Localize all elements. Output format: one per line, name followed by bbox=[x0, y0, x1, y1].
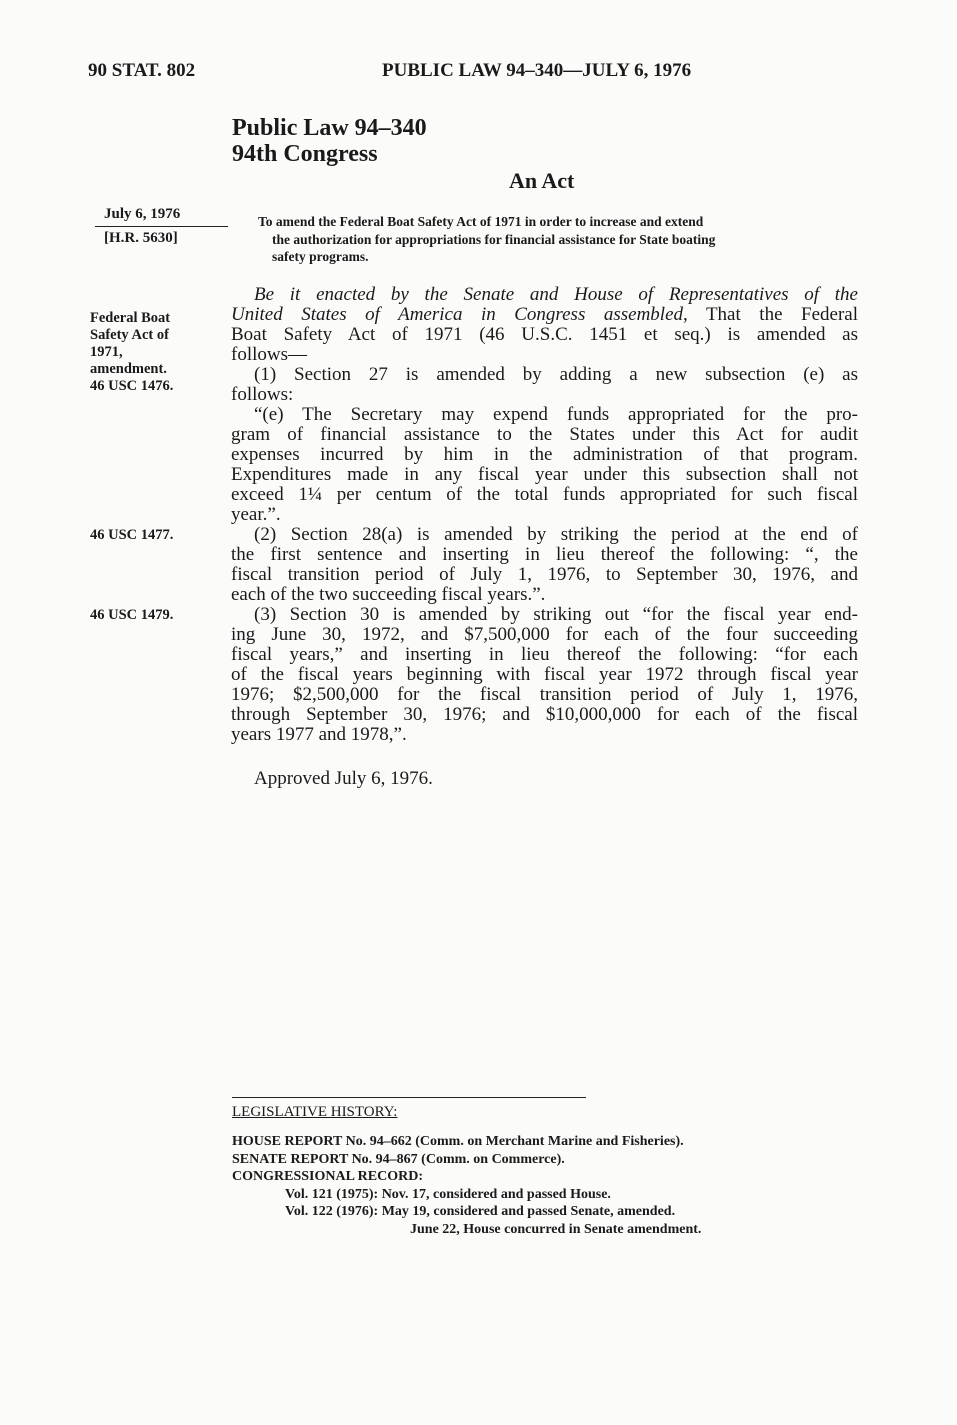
body-line bbox=[254, 605, 858, 625]
margin-note-line: 46 USC 1476. bbox=[90, 378, 174, 394]
body-text: exceed 1¼ per centum of the total funds appropriated for such fiscal bbox=[231, 485, 858, 505]
body-line bbox=[231, 725, 858, 745]
body-text: follows: bbox=[231, 384, 294, 405]
history-line: HOUSE REPORT No. 94–662 (Comm. on Merchant Marine and Fisheries). bbox=[232, 1134, 684, 1149]
body-text: year.”. bbox=[231, 504, 281, 525]
bill-number: [H.R. 5630] bbox=[104, 230, 178, 246]
body-line bbox=[231, 505, 858, 525]
body-line bbox=[231, 685, 858, 705]
body-text: of the fiscal years beginning with fiscal year 1972 through fiscal year bbox=[231, 665, 858, 685]
body-line bbox=[254, 525, 858, 545]
body-line bbox=[231, 585, 858, 605]
purpose-line: To amend the Federal Boat Safety Act of 1971 in order to increase and extend bbox=[258, 214, 704, 229]
page-stat-number: 90 STAT. 802 bbox=[88, 60, 196, 81]
body-line bbox=[254, 285, 858, 305]
body-text: , That the Federal bbox=[683, 305, 858, 325]
body-line bbox=[231, 625, 858, 645]
margin-note-line: 46 USC 1477. bbox=[90, 527, 174, 543]
footnote-divider bbox=[232, 1097, 586, 1098]
body-line bbox=[231, 345, 858, 365]
body-line bbox=[231, 445, 858, 465]
body-text: ing June 30, 1972, and $7,500,000 for each of the four succeeding bbox=[231, 625, 858, 645]
body-text: the first sentence and inserting in lieu thereof the following: “, the bbox=[231, 545, 858, 565]
body-text: (2) Section 28(a) is amended by striking the period at the end of bbox=[254, 525, 858, 545]
body-line bbox=[231, 665, 858, 685]
act-heading: An Act bbox=[509, 168, 575, 193]
history-line: Vol. 121 (1975): Nov. 17, considered and passed House. bbox=[285, 1186, 611, 1202]
enacting-clause-text: United States of America in Congress assembled bbox=[231, 305, 684, 325]
body-text: Expenditures made in any fiscal year under this subsection shall not bbox=[231, 465, 858, 485]
body-text: fiscal transition period of July 1, 1976, to September 30, 1976, and bbox=[231, 565, 858, 585]
body-text: Boat Safety Act of 1971 (46 U.S.C. 1451 et seq.) is amended as bbox=[231, 325, 858, 345]
law-number: Public Law 94–340 bbox=[232, 115, 427, 141]
body-line bbox=[231, 645, 858, 665]
body-text: years 1977 and 1978,”. bbox=[231, 724, 407, 745]
body-text: follows— bbox=[231, 344, 307, 365]
body-text: each of the two succeeding fiscal years.”. bbox=[231, 584, 546, 605]
body-line bbox=[254, 405, 858, 425]
body-line bbox=[231, 385, 858, 405]
body-text: fiscal years,” and inserting in lieu thereof the following: “for each bbox=[231, 645, 858, 665]
body-text: gram of financial assistance to the States under this Act for audit bbox=[231, 425, 858, 445]
body-line bbox=[231, 545, 858, 565]
enacting-clause-text: Be it enacted by the Senate and House of Representatives of the bbox=[254, 285, 858, 305]
body-text: through September 30, 1976; and $10,000,000 for each of the fiscal bbox=[231, 705, 858, 725]
running-title: PUBLIC LAW 94–340—JULY 6, 1976 bbox=[382, 60, 692, 81]
history-line: CONGRESSIONAL RECORD: bbox=[232, 1169, 423, 1185]
margin-note-line: 46 USC 1479. bbox=[90, 607, 174, 623]
margin-note bbox=[90, 527, 173, 544]
body-line bbox=[231, 305, 858, 325]
body-text: “(e) The Secretary may expend funds appropriated for the pro- bbox=[254, 405, 858, 425]
body-line bbox=[231, 425, 858, 445]
history-line: June 22, House concurred in Senate amendment. bbox=[410, 1222, 702, 1237]
legislative-history-heading: LEGISLATIVE HISTORY: bbox=[232, 1104, 398, 1120]
congress-number: 94th Congress bbox=[232, 141, 378, 167]
history-line: Vol. 122 (1976): May 19, considered and passed Senate, amended. bbox=[285, 1204, 676, 1220]
body-line bbox=[231, 705, 858, 725]
approval-statement: Approved July 6, 1976. bbox=[254, 768, 433, 789]
margin-note-line: 1971, bbox=[90, 344, 123, 360]
body-line bbox=[231, 325, 858, 345]
margin-note-line: Federal Boat bbox=[90, 310, 171, 326]
body-text: expenses incurred by him in the administration of that program. bbox=[231, 445, 858, 465]
body-line bbox=[254, 365, 858, 385]
purpose-line: the authorization for appropriations for financial assistance for State boating bbox=[272, 231, 716, 247]
body-text: (3) Section 30 is amended by striking out “for the fiscal year end- bbox=[254, 605, 858, 625]
body-line bbox=[231, 465, 858, 485]
body-line bbox=[231, 565, 858, 585]
margin-note bbox=[90, 607, 173, 624]
body-line bbox=[231, 485, 858, 505]
body-text: (1) Section 27 is amended by adding a new subsection (e) as bbox=[254, 365, 858, 385]
margin-note-line: Safety Act of bbox=[90, 327, 169, 343]
margin-note bbox=[90, 310, 173, 395]
body-text: 1976; $2,500,000 for the fiscal transition period of July 1, 1976, bbox=[231, 685, 858, 705]
sidebar-divider bbox=[95, 226, 228, 227]
enactment-date: July 6, 1976 bbox=[104, 206, 181, 222]
purpose-line: safety programs. bbox=[272, 249, 369, 264]
margin-note-line: amendment. bbox=[90, 361, 167, 377]
history-line: SENATE REPORT No. 94–867 (Comm. on Commerce). bbox=[232, 1151, 565, 1167]
